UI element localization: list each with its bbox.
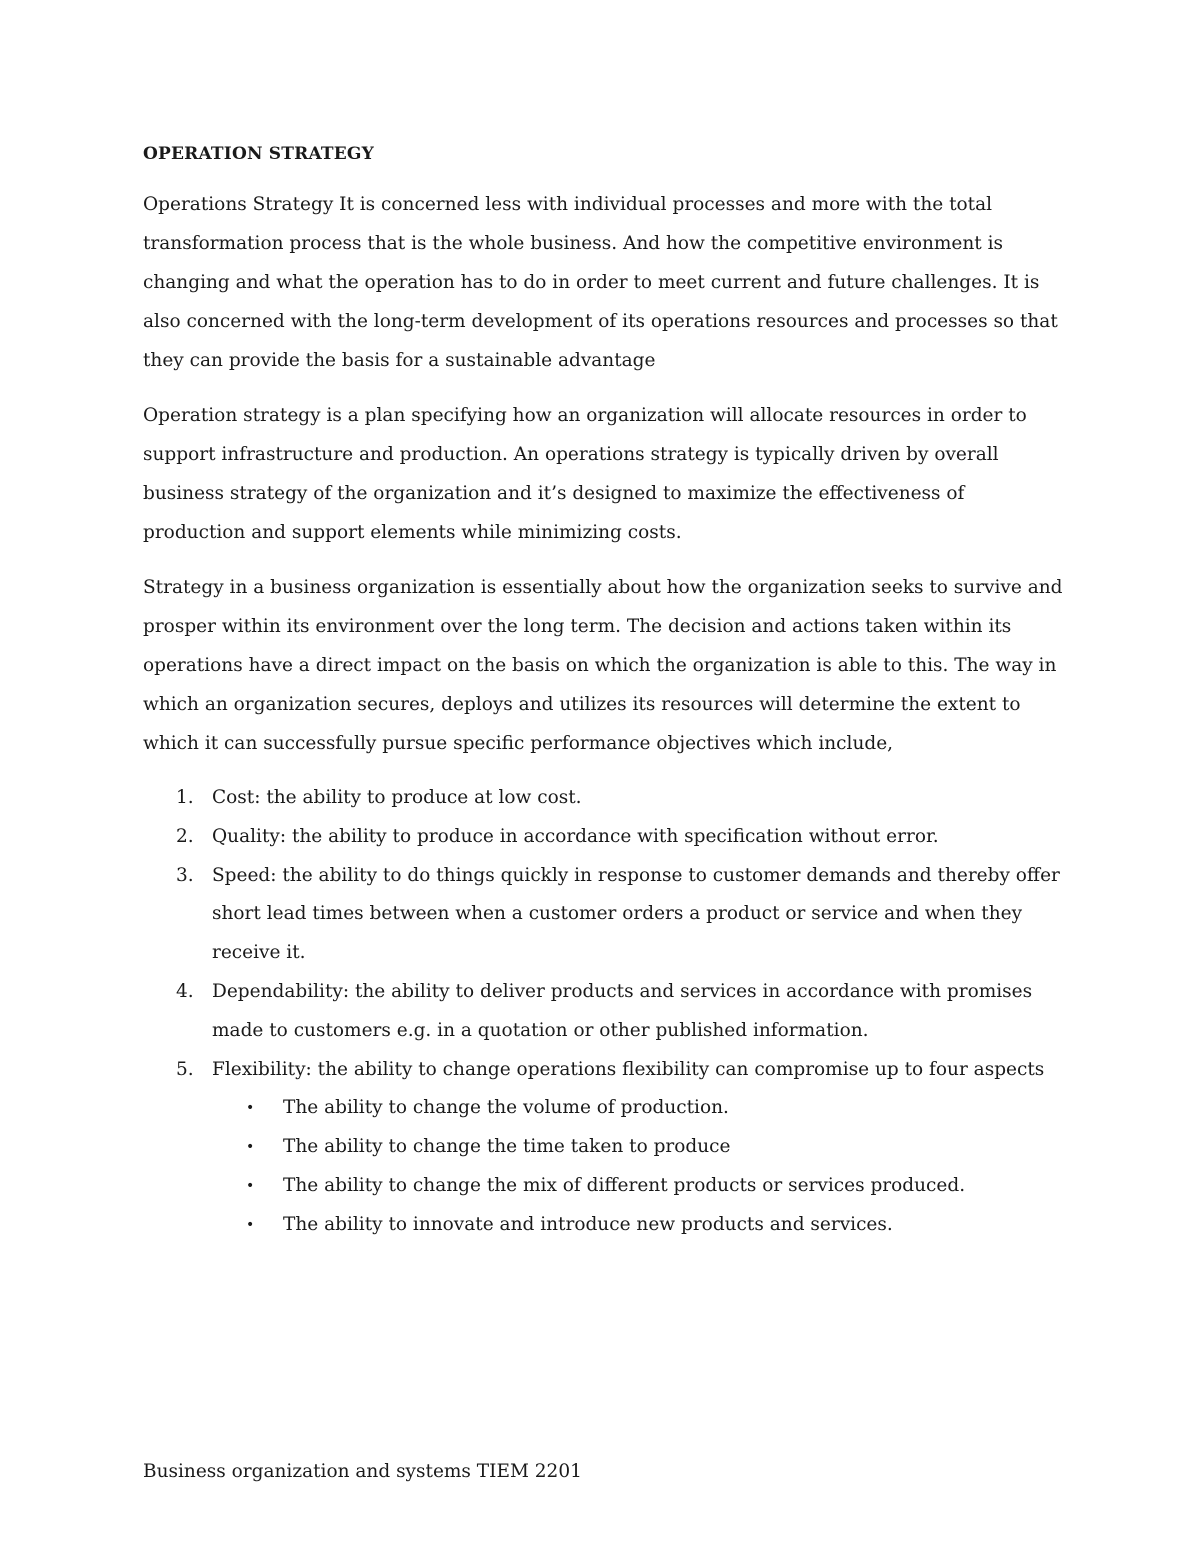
flexibility-aspects-list [212, 1089, 1063, 1244]
list-item-dependability [143, 973, 1063, 1051]
bullet-item-text: The ability to innovate and introduce new products and services. [283, 1213, 893, 1235]
list-number: 2. [176, 825, 194, 847]
document-body [143, 140, 1063, 1245]
list-item-speed [143, 857, 1063, 973]
list-item-text: Cost: the ability to produce at low cost. [212, 787, 582, 808]
list-number: 1. [176, 787, 194, 808]
bullet-item-innovate [143, 1206, 1063, 1245]
paragraph-operations-strategy-intro: Operations Strategy It is concerned less with individual processes and more with the total transformation process that is the whole business. And how the competitive environment is changing and what the operation has to do in order to meet current and future challenges. It is also concerned with the long-term development of its operations resources and processes so that they can provide the basis for a sustainable advantage [143, 194, 1058, 371]
bullet-item-volume [143, 1089, 1063, 1128]
list-item-cost [143, 779, 1063, 818]
performance-objectives-list [143, 779, 1063, 1245]
list-item-text: Dependability: the ability to deliver products and services in accordance with promises made to customers e.g. in a quotation or other published information. [212, 980, 1033, 1041]
bullet-item-text: The ability to change the mix of different products or services produced. [283, 1174, 966, 1196]
bullet-icon: • [246, 1100, 255, 1117]
bullet-item-mix [143, 1167, 1063, 1206]
bullet-icon: • [246, 1139, 255, 1156]
list-item-text: Quality: the ability to produce in accordance with specification without error. [212, 825, 939, 847]
list-item-quality [143, 818, 1063, 857]
list-item-text: Flexibility: the ability to change operations flexibility can compromise up to four aspects [212, 1058, 1045, 1080]
bullet-icon: • [246, 1177, 255, 1194]
page-footer: Business organization and systems TIEM 2201 [143, 1461, 582, 1482]
list-number: 5. [176, 1058, 194, 1080]
list-number: 4. [176, 980, 194, 1002]
paragraph-operation-strategy-definition: Operation strategy is a plan specifying how an organization will allocate resources in order to support infrastructure and production. An operations strategy is typically driven by overall business strategy of the organization and it’s designed to maximize the effectiveness of production and support elements while minimizing costs. [143, 405, 1027, 543]
list-number: 3. [176, 864, 194, 886]
document-title: OPERATION STRATEGY [143, 144, 374, 164]
list-item-text: Speed: the ability to do things quickly in response to customer demands and thereby offer short lead times between when a customer orders a product or service and when they receive it. [212, 864, 1060, 964]
bullet-item-text: The ability to change the volume of production. [283, 1097, 729, 1119]
bullet-item-text: The ability to change the time taken to produce [283, 1136, 731, 1158]
paragraph-strategy-business-organization: Strategy in a business organization is essentially about how the organization seeks to survive and prosper within its environment over the long term. The decision and actions taken within its operations have a direct impact on the basis on which the organization is able to this. The way in which an organization secures, deploys and utilizes its resources will determine the extent to which it can successfully pursue specific performance objectives which include, [143, 577, 1063, 754]
list-item-flexibility [143, 1051, 1063, 1245]
bullet-icon: • [246, 1216, 255, 1233]
bullet-item-time [143, 1128, 1063, 1167]
